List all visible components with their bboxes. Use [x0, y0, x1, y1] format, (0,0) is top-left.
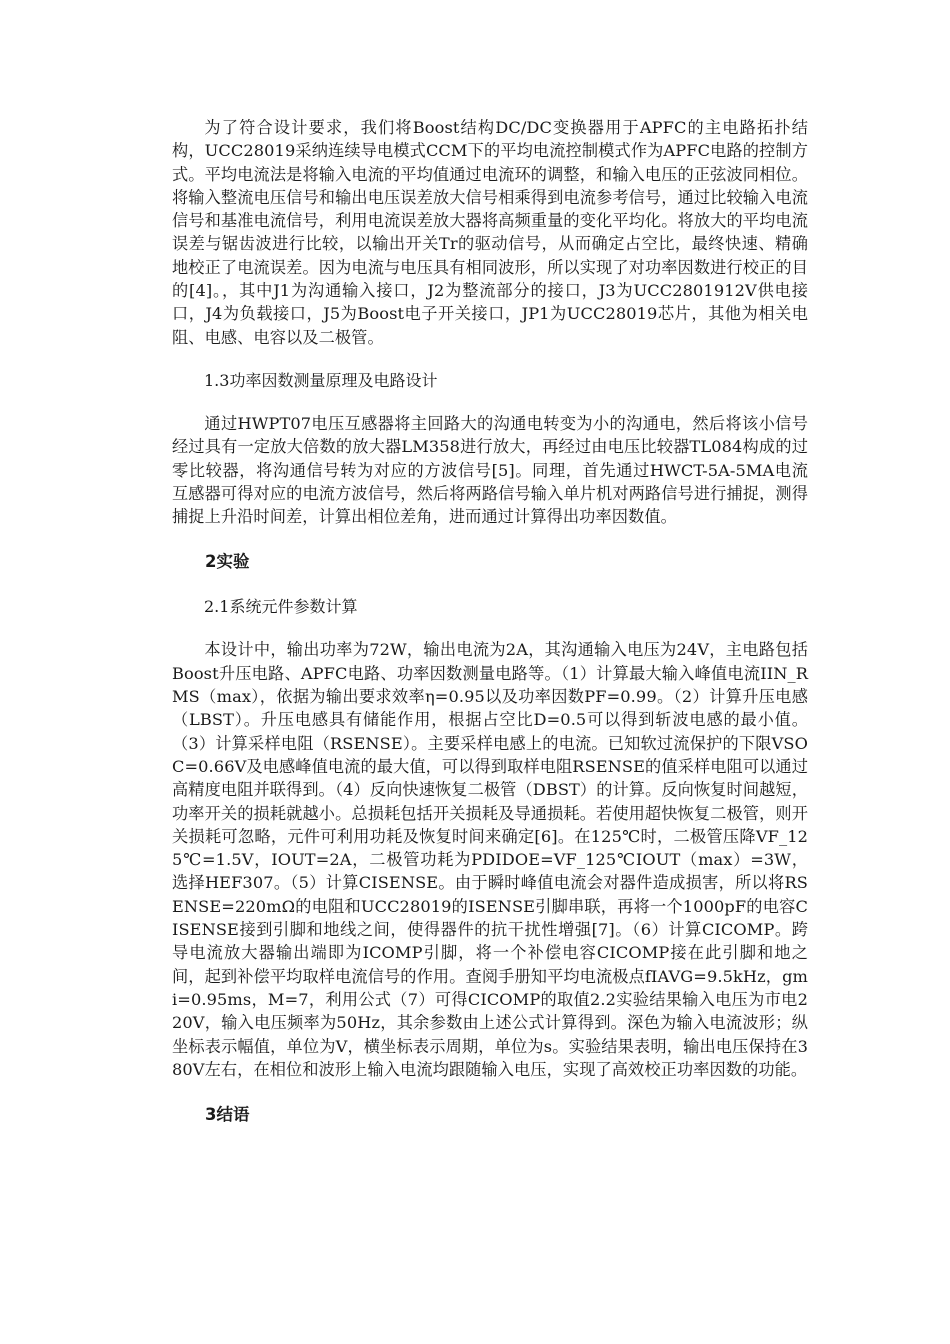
section-heading-2-1: 2.1系统元件参数计算 [204, 597, 358, 617]
section-heading-2: 2实验 [205, 552, 250, 572]
paragraph-apfc-control: 为了符合设计要求，我们将Boost结构DC/DC变换器用于APFC的主电路拓扑结构，UCC28019采纳连续导电模式CCM下的平均电流控制模式作为APFC电路的控制方式。平均电流法是将输入电流的平均值通过电流环的调整，和输入电压的正弦波同相位。将输入整流电压信号和输出电压误差放大信号相乘得到电流参考信号，通过比较输入电流信号和基准电流信号，利用电流误差放大器将高频重量的变化平均化。将放大的平均电流误差与锯齿波进行比较，以输出开关Tr的驱动信号，从而确定占空比，最终快速、精确地校正了电流误差。因为电流与电压具有相同波形，所以实现了对功率因数进行校正的目的[4]。，其中J1为沟通输入接口，J2为整流部分的接口，J3为UCC2801912V供电接口，J4为负载接口，J5为Boost电子开关接口，JP1为UCC28019芯片，其他为相关电阻、电感、电容以及二极管。 [172, 118, 808, 347]
section-heading-1-3: 1.3功率因数测量原理及电路设计 [204, 370, 438, 390]
spacer [172, 618, 808, 638]
paragraph-component-calculation: 本设计中，输出功率为72W，输出电流为2A，其沟通输入电压为24V，主电路包括Boost升压电路、APFC电路、功率因数测量电路等。（1）计算最大输入峰值电流IIN_RMS（max），依据为输出要求效率η=0.95以及功率因数PF=0.99。（2）计算升压电感（LBST）。升压电感具有储能作用，根据占空比D=0.5可以得到斩波电感的最小值。（3）计算采样电阻（RSENSE）。主要采样电感上的电流。已知软过流保护的下限VSOC=0.66V及电感峰值电流的最大值，可以得到取样电阻RSENSE的值采样电阻可以通过高精度电阻并联得到。（4）反向快速恢复二极管（DBST）的计算。反向恢复时间越短，功率开关的损耗就越小。总损耗包括开关损耗及导通损耗。若使用超快恢复二极管，则开关损耗可忽略，元件可利用功耗及恢复时间来确定[6]。在125℃时，二极管压降VF_125℃=1.5V，IOUT=2A，二极管功耗为PDIDOE=VF_125℃IOUT（max）=3W，选择HEF307。（5）计算CISENSE。由于瞬时峰值电流会对器件造成损害，所以将RSENSE=220mΩ的电阻和UCC28019的ISENSE引脚串联，再将一个1000pF的电容CISENSE接到引脚和地线之间，使得器件的抗干扰性增强[7]。（6）计算CICOMP。跨导电流放大器输出端即为ICOMP引脚，将一个补偿电容CICOMP接在此引脚和地之间，起到补偿平均取样电流信号的作用。查阅手册知平均电流极点fIAVG=9.5kHz，gmi=0.95ms，M=7，利用公式（7）可得CICOMP的取值2.2实验结果输入电压为市电220V，输入电压频率为50Hz，其余参数由上述公式计算得到。深色为输入电流波形；纵坐标表示幅值，单位为V，横坐标表示周期，单位为s。实验结果表明，输出电压保持在380V左右，在相位和波形上输入电流均跟随输入电压，实现了高效校正功率因数的功能。 [172, 640, 808, 1079]
section-heading-3: 3结语 [205, 1105, 250, 1125]
spacer [172, 528, 808, 550]
spacer [172, 392, 808, 412]
document-body [172, 116, 808, 1126]
spacer [172, 349, 808, 369]
paragraph-power-factor-measurement: 通过HWPT07电压互感器将主回路大的沟通电转变为小的沟通电，然后将该小信号经过具有一定放大倍数的放大器LM358进行放大，再经过由电压比较器TL084构成的过零比较器，将沟通信号转为对应的方波信号[5]。同理，首先通过HWCT-5A-5MA电流互感器可得对应的电流方波信号，然后将两路信号输入单片机对两路信号进行捕捉，测得捕捉上升沿时间差，计算出相位差角，进而通过计算得出功率因数值。 [172, 413, 808, 527]
spacer [172, 1081, 808, 1103]
spacer [172, 573, 808, 595]
